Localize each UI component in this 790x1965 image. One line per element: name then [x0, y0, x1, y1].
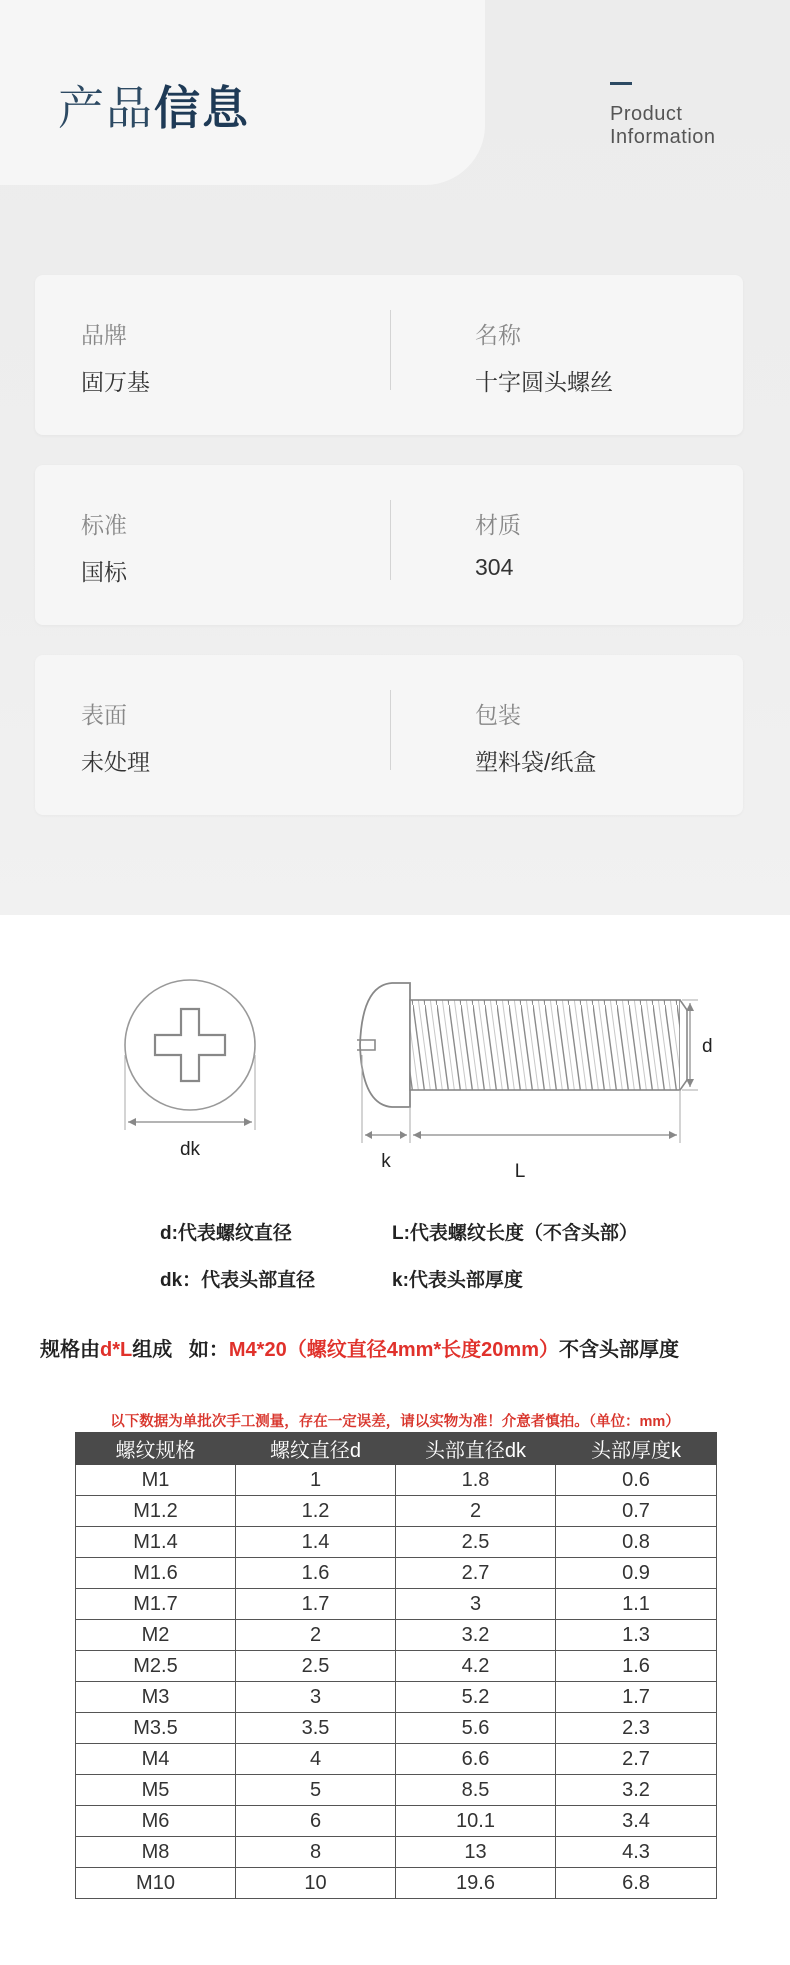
- field-value: 十字圆头螺丝: [475, 369, 613, 395]
- info-card-standard-material: [35, 465, 743, 625]
- table-row: [76, 1496, 717, 1527]
- field-value: 未处理: [81, 749, 150, 775]
- spec-table: [75, 1432, 717, 1899]
- table-cell: 1.1: [556, 1589, 717, 1620]
- table-cell: 6.8: [556, 1868, 717, 1899]
- info-field-packaging: [475, 697, 596, 777]
- dk-dimension-label: dk: [179, 1139, 201, 1160]
- table-cell: 0.6: [556, 1465, 717, 1496]
- product-info-section: [0, 0, 790, 915]
- table-row: [76, 1744, 717, 1775]
- field-value: 304: [475, 554, 514, 580]
- legend-k: k:代表头部厚度: [392, 1270, 523, 1291]
- column-header: 头部厚度k: [556, 1433, 717, 1465]
- page-title: [58, 72, 250, 138]
- table-cell: 3.4: [556, 1806, 717, 1837]
- field-label: 表面: [81, 702, 127, 728]
- field-value: 固万基: [81, 369, 150, 395]
- table-cell: 19.6: [396, 1868, 556, 1899]
- field-label: 名称: [475, 322, 521, 348]
- spec-dL: d*L: [100, 1339, 133, 1361]
- table-cell: 1.3: [556, 1620, 717, 1651]
- spec-prefix: 规格由: [40, 1339, 100, 1361]
- english-title-line-2: Information: [610, 126, 716, 148]
- table-cell: M3.5: [76, 1713, 236, 1744]
- card-divider: [390, 500, 391, 580]
- table-cell: M6: [76, 1806, 236, 1837]
- spec-middle: 组成 如：: [132, 1339, 229, 1361]
- table-cell: M2.5: [76, 1651, 236, 1682]
- table-row: [76, 1682, 717, 1713]
- table-cell: 1.2: [236, 1496, 396, 1527]
- table-cell: 0.8: [556, 1527, 717, 1558]
- table-row: [76, 1837, 717, 1868]
- table-cell: 2: [396, 1496, 556, 1527]
- legend-L: L:代表螺纹长度（不含头部）: [392, 1223, 638, 1244]
- english-title-line-1: Product: [610, 103, 683, 125]
- table-row: [76, 1868, 717, 1899]
- legend-dk: dk：代表头部直径: [160, 1270, 316, 1291]
- measurement-note: 以下数据为单批次手工测量，存在一定误差，请以实物为准！介意者慎拍。（单位：mm）: [110, 1414, 680, 1430]
- field-value: 塑料袋/纸盒: [475, 749, 597, 775]
- card-divider: [390, 690, 391, 770]
- info-field-surface: [81, 697, 150, 777]
- table-cell: 4: [236, 1744, 396, 1775]
- table-cell: M10: [76, 1868, 236, 1899]
- table-cell: 13: [396, 1837, 556, 1868]
- table-row: [76, 1806, 717, 1837]
- table-row: [76, 1651, 717, 1682]
- table-cell: M8: [76, 1837, 236, 1868]
- table-cell: 2.3: [556, 1713, 717, 1744]
- column-header: 螺纹规格: [76, 1433, 236, 1465]
- table-cell: 5.6: [396, 1713, 556, 1744]
- table-row: [76, 1465, 717, 1496]
- field-value: 国标: [81, 559, 127, 585]
- table-body: [76, 1465, 717, 1899]
- table-cell: M2: [76, 1620, 236, 1651]
- title-accent-dash: [610, 82, 632, 85]
- spec-example: M4*20（螺纹直径4mm*长度20mm）: [228, 1339, 559, 1361]
- field-label: 材质: [475, 512, 521, 538]
- column-header: 螺纹直径d: [236, 1433, 396, 1465]
- table-cell: 5.2: [396, 1682, 556, 1713]
- table-cell: 2.5: [236, 1651, 396, 1682]
- field-label: 标准: [81, 512, 127, 538]
- field-label: 包装: [475, 702, 521, 728]
- table-cell: M1: [76, 1465, 236, 1496]
- info-card-surface-packaging: [35, 655, 743, 815]
- table-cell: 0.7: [556, 1496, 717, 1527]
- table-cell: 10: [236, 1868, 396, 1899]
- table-row: [76, 1713, 717, 1744]
- table-cell: 1.6: [236, 1558, 396, 1589]
- table-cell: 4.3: [556, 1837, 717, 1868]
- column-header: 头部直径dk: [396, 1433, 556, 1465]
- table-cell: 3.2: [556, 1775, 717, 1806]
- page-title-light: 产品: [58, 82, 154, 134]
- table-row: [76, 1527, 717, 1558]
- table-cell: 1.4: [236, 1527, 396, 1558]
- k-dimension-label: k: [381, 1151, 391, 1172]
- table-cell: 3.2: [396, 1620, 556, 1651]
- table-cell: M1.2: [76, 1496, 236, 1527]
- table-row: [76, 1558, 717, 1589]
- english-title: [610, 82, 750, 149]
- table-cell: 5: [236, 1775, 396, 1806]
- spec-format-line: [40, 1333, 679, 1362]
- table-cell: M1.4: [76, 1527, 236, 1558]
- table-cell: 2: [236, 1620, 396, 1651]
- table-header-row: [76, 1433, 717, 1465]
- table-cell: 3: [396, 1589, 556, 1620]
- table-cell: 1.7: [236, 1589, 396, 1620]
- table-row: [76, 1589, 717, 1620]
- table-cell: 6: [236, 1806, 396, 1837]
- table-cell: 2.7: [396, 1558, 556, 1589]
- table-cell: 3.5: [236, 1713, 396, 1744]
- table-cell: 2.7: [556, 1744, 717, 1775]
- table-cell: 1: [236, 1465, 396, 1496]
- table-cell: 3: [236, 1682, 396, 1713]
- table-cell: M1.7: [76, 1589, 236, 1620]
- info-field-brand: [81, 317, 150, 397]
- table-cell: 6.6: [396, 1744, 556, 1775]
- card-divider: [390, 310, 391, 390]
- table-cell: 10.1: [396, 1806, 556, 1837]
- field-label: 品牌: [81, 322, 127, 348]
- info-card-brand-name: [35, 275, 743, 435]
- L-dimension-label: L: [514, 1161, 526, 1182]
- screw-head-top-view: [125, 980, 255, 1160]
- table-row: [76, 1620, 717, 1651]
- table-cell: 0.9: [556, 1558, 717, 1589]
- table-cell: M5: [76, 1775, 236, 1806]
- info-field-standard: [81, 507, 127, 587]
- table-cell: 1.6: [556, 1651, 717, 1682]
- legend-d: d:代表螺纹直径: [160, 1223, 292, 1244]
- table-cell: 2.5: [396, 1527, 556, 1558]
- d-dimension-label: d: [702, 1036, 713, 1057]
- info-field-name: [475, 317, 613, 397]
- screw-side-view: [357, 983, 713, 1182]
- table-cell: 1.7: [556, 1682, 717, 1713]
- info-field-material: [475, 507, 521, 581]
- spec-suffix: 不含头部厚度: [559, 1339, 679, 1361]
- table-cell: M3: [76, 1682, 236, 1713]
- page-title-bold: 信息: [154, 82, 250, 134]
- table-cell: 8.5: [396, 1775, 556, 1806]
- table-cell: 1.8: [396, 1465, 556, 1496]
- table-cell: M4: [76, 1744, 236, 1775]
- table-cell: 4.2: [396, 1651, 556, 1682]
- table-row: [76, 1775, 717, 1806]
- table-cell: M1.6: [76, 1558, 236, 1589]
- table-cell: 8: [236, 1837, 396, 1868]
